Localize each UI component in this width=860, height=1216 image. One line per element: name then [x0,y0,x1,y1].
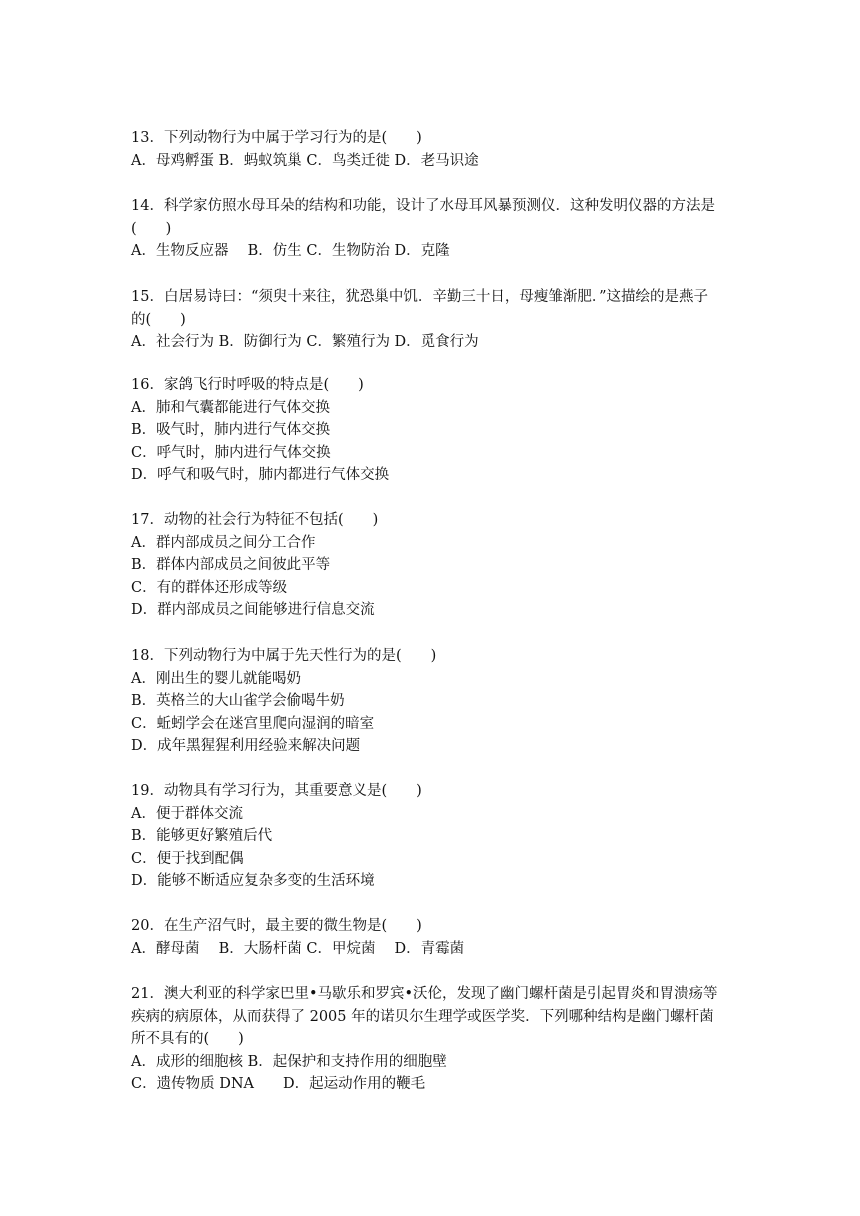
option-b: B．英格兰的大山雀学会偷喝牛奶 [131,693,345,710]
option-c: C．有的群体还形成等级 [131,579,288,596]
question-stem: 13．下列动物行为中属于学习行为的是( ) [131,130,422,146]
question-stem: 16．家鸽飞行时呼吸的特点是( ) [131,377,364,393]
question-19 [131,780,731,893]
question-21 [131,983,731,1096]
option-line: A．酵母菌 B．大肠杆菌 C．甲烷菌 D．青霉菌 [131,940,465,957]
option-d: D．能够不断适应复杂多变的生活环境 [131,873,375,890]
option-line: C．遗传物质 DNA D．起运动作用的鞭毛 [131,1076,426,1093]
question-stem: 疾病的病原体，从而获得了 2005 年的诺贝尔生理学或医学奖．下列哪种结构是幽门螺杆菌 [131,1008,714,1025]
option-c: C．蚯蚓学会在迷宫里爬向湿润的暗室 [131,715,375,732]
question-stem: 18．下列动物行为中属于先天性行为的是( ) [131,648,437,664]
question-stem: 17．动物的社会行为特征不包括( ) [131,512,379,528]
option-b: B．群体内部成员之间彼此平等 [131,557,331,574]
option-line: A．母鸡孵蛋 B．蚂蚁筑巢 C．鸟类迁徙 D．老马识途 [131,152,479,169]
option-c: C．便于找到配偶 [131,850,244,867]
option-d: D．群内部成员之间能够进行信息交流 [131,602,375,619]
question-17 [131,509,731,622]
question-stem: 15．白居易诗曰：“须臾十来往，犹恐巢中饥．辛勤三十日，母瘦雏渐肥．”这描绘的是燕子 [131,289,709,305]
question-stem: 21．澳大利亚的科学家巴里•马歇乐和罗宾•沃伦，发现了幽门螺杆菌是引起胃炎和胃溃疡等 [131,986,718,1002]
question-stem: ( ) [131,220,172,237]
option-c: C．呼气时，肺内进行气体交换 [131,444,331,461]
option-d: D．呼气和吸气时，肺内都进行气体交换 [131,467,390,484]
option-a: A．群内部成员之间分工合作 [131,534,316,551]
question-16 [131,374,731,487]
option-line: A．成形的细胞核 B．起保护和支持作用的细胞壁 [131,1053,447,1070]
question-20 [131,915,731,960]
option-a: A．肺和气囊都能进行气体交换 [131,399,330,416]
option-a: A．便于群体交流 [131,805,243,822]
question-stem: 14．科学家仿照水母耳朵的结构和功能，设计了水母耳风暴预测仪．这种发明仪器的方法是 [131,198,715,214]
option-b: B．吸气时，肺内进行气体交换 [131,422,331,439]
question-stem: 20．在生产沼气时，最主要的微生物是( ) [131,918,422,934]
question-18 [131,645,731,758]
option-d: D．成年黑猩猩利用经验来解决问题 [131,738,361,755]
question-stem: 所不具有的( ) [131,1031,244,1048]
option-line: A．社会行为 B．防御行为 C．繁殖行为 D．觅食行为 [131,334,479,351]
question-stem: 的( ) [131,311,186,328]
option-line: A．生物反应器 B．仿生 C．生物防治 D．克隆 [131,243,450,260]
question-13 [131,127,731,172]
option-a: A．刚出生的婴儿就能喝奶 [131,670,301,687]
question-14 [131,195,731,263]
option-b: B．能够更好繁殖后代 [131,828,273,845]
question-15 [131,286,731,354]
question-stem: 19．动物具有学习行为，其重要意义是( ) [131,783,422,799]
